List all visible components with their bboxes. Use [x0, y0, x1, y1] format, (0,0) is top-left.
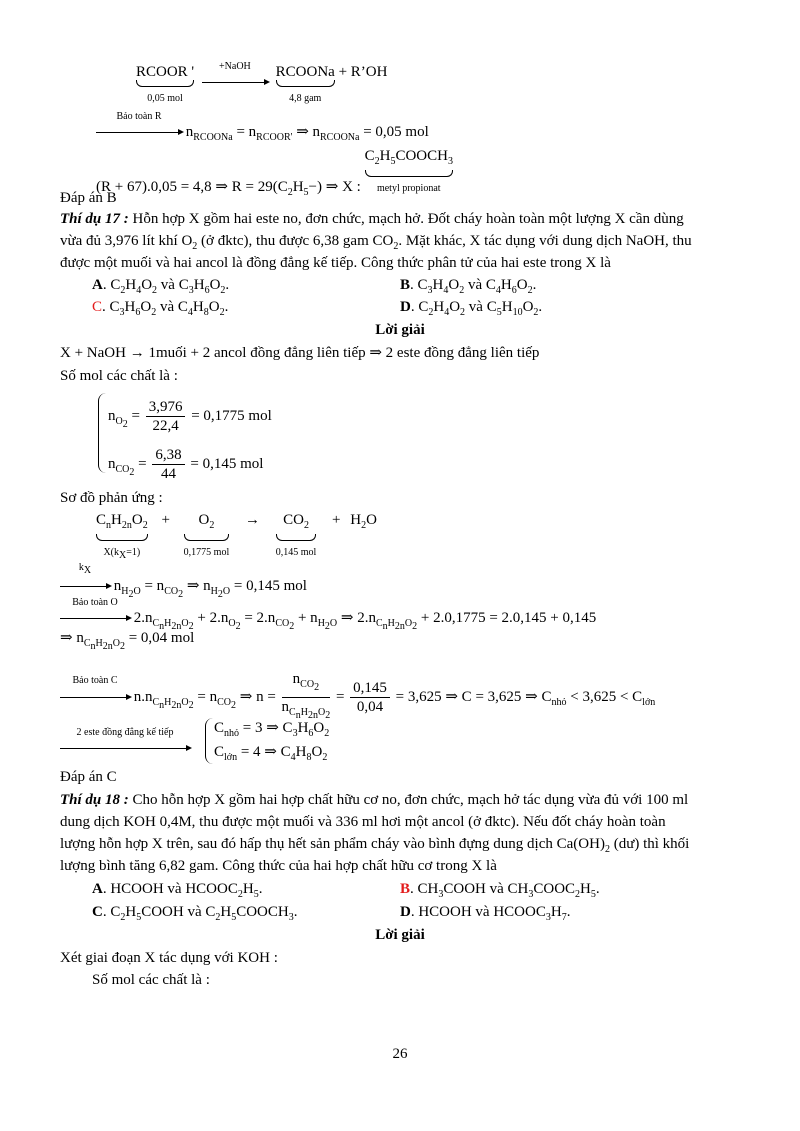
metyl-propionat: $C_2H_5COOCH_3$ metyl propionat: [364, 148, 453, 194]
o2-reactant: $O_2$ 0,1775 mol: [183, 512, 230, 558]
ex17-line2: vừa đủ 3,976 lít khí $O_2$ (ở đktc), thu được 6,38 gam $CO_2$. Mặt khác, X tác dụng với dung dịch NaOH, thu: [60, 233, 692, 252]
ester-reactant: $C_nH_{2n}O_2$ $X(k_X=1)$: [96, 512, 148, 561]
product-tail: + R’OH: [338, 64, 388, 80]
ex17-option-a: A. $C_2H_4O_2$ và $C_3H_6O_2$.: [92, 277, 230, 296]
product-label: 4,8 gam: [289, 93, 322, 104]
step-n-ester: ⇒ $n_{C_nH_{2n}O_2} = 0,04$ mol: [60, 630, 195, 652]
step-kx: $k_X$ $n_{H_2O} = n_{CO_2}$ ⇒ $n_{H_2O} = 0,145$ mol: [60, 563, 307, 605]
homolog-arrow: 2 este đồng đẳng kế tiếp: [60, 728, 190, 758]
ex17-s1: X + NaOH → 1muối + 2 ancol đồng đẳng liên tiếp ⇒ 2 este đồng đẳng liên tiếp: [60, 345, 540, 361]
ex18-option-a: A. HCOOH và $HCOOC_2H_5$.: [92, 881, 263, 900]
conservation-c-arrow: Bảo toàn C: [60, 676, 130, 708]
system-brace: [98, 393, 107, 473]
ex17-option-b: B. $C_3H_4O_2$ và $C_4H_6O_2$.: [400, 277, 537, 296]
mass-equation: [96, 146, 453, 203]
kx-arrow: $k_X$: [60, 563, 110, 596]
ex17-title: Thí dụ 17 :: [60, 211, 129, 227]
n-o2-eq: $n_{O_2}$ = $\frac{3,976}{22,4}$ = 0,1775 mol: [108, 399, 272, 434]
answer-c: Đáp án C: [60, 769, 117, 785]
page-number: 26: [392, 1046, 408, 1062]
ex18-solution-heading: Lời giải: [375, 927, 425, 943]
ex18-line4: lượng bình tăng 6,82 gam. Công thức của hai hợp chất hữu cơ trong X là: [60, 858, 497, 874]
ex18-s1: Xét giai đoạn X tác dụng với KOH :: [60, 950, 278, 966]
ex18-title: Thí dụ 18 :: [60, 792, 129, 808]
reaction-scheme: $C_nH_{2n}O_2$ $X(k_X=1) + O_2$ 0,1775 mol → $CO_2$ 0,145 mol + $H_2O$: [96, 510, 377, 566]
ex17-option-c: C. $C_3H_6O_2$ và $C_4H_8O_2$.: [92, 299, 229, 318]
ex17-s2: Số mol các chất là :: [60, 368, 178, 384]
ex17-s3: Sơ đồ phản ứng :: [60, 490, 163, 506]
reactant-rcoor: RCOOR ' 0,05 mol: [136, 64, 195, 104]
ex17-line3: được một muối và hai ancol là đồng đẳng kế tiếp. Công thức phân tử của hai este trong X là: [60, 255, 611, 271]
answer-b: Đáp án B: [60, 190, 117, 206]
mass-eq-text: (R + 67).0,05 = 4,8 ⇒ $R = 29(C_2H_5-)$ ⇒ X :: [96, 179, 365, 198]
ex18-line3: lượng hỗn hợp X trên, sau đó hấp thụ hết sản phẩm cháy vào bình đựng dung dịch $Ca(OH)_2$ (dư) thì khối: [60, 836, 690, 855]
ex18-option-c: C. $C_2H_5COOH$ và $C_2H_5COOCH_3$.: [92, 904, 298, 923]
ex18-line2: dung dịch KOH 0,4M, thu được một muối và 336 ml hơi một ancol (ở đktc). Nếu đốt cháy hoàn toàn: [60, 814, 666, 830]
step-homolog: [60, 728, 190, 758]
conservation-r-arrow: Bảo toàn R: [96, 112, 182, 142]
c-small: $C_{nhỏ} = 3$ ⇒ $C_3H_6O_2$: [214, 720, 330, 739]
result-brace: [205, 718, 214, 764]
conservation-r-line: [96, 112, 429, 148]
conservation-o-arrow: Bảo toàn O: [60, 598, 130, 628]
naoh-arrow: +NaOH: [202, 62, 268, 92]
ex17-option-d: D. $C_2H_4O_2$ và $C_5H_{10}O_2$.: [400, 299, 543, 318]
step-conservation-c: Bảo toàn C $n.n_{C_nH_{2n}O_2} = n_{CO_2}$ ⇒ n = $\frac{n_{CO_2}}{n_{C_nH_{2n}O_2}}$ = $\frac{0,145}{0,04}$ = 3,625 ⇒ C = 3,625 ⇒ $C_{nhỏ} < 3,625 < C_{lớn}$: [60, 670, 655, 725]
ex17-line1: Thí dụ 17 : Hỗn hợp X gồm hai este no, đơn chức, mạch hở. Đốt cháy hoàn toàn một lượng X cần dùng: [60, 211, 684, 227]
ex18-line1: Thí dụ 18 : Cho hỗn hợp X gồm hai hợp chất hữu cơ no, đơn chức, mạch hở tác dụng vừa đủ với 100 ml: [60, 792, 689, 808]
ex18-option-b: B. $CH_3COOH$ và $CH_3COOC_2H_5$.: [400, 881, 600, 900]
ex17-solution-heading: Lời giải: [375, 322, 425, 338]
product-rcoona: RCOONa 4,8 gam: [275, 64, 335, 104]
step-conservation-o: Bảo toàn O $2.n_{C_nH_{2n}O_2} + 2.n_{O_2} = 2.n_{CO_2} + n_{H_2O}$ ⇒ $2.n_{C_nH_{2n}O_2} + 2.0,1775 = 2.0,145 + 0,145$: [60, 598, 596, 637]
co2-product: $CO_2$ 0,145 mol: [275, 512, 317, 558]
ex18-s2: Số mol các chất là :: [92, 972, 210, 988]
reaction-line-1: [136, 62, 387, 109]
ex18-option-d: D. HCOOH và $HCOOC_3H_7$.: [400, 904, 571, 923]
reactant-label: 0,05 mol: [147, 93, 183, 104]
n-co2-eq: $n_{CO_2}$ = $\frac{6,38}{44}$ = 0,145 mol: [108, 447, 264, 482]
conservation-r-eq: $n_{RCOONa} = n_{RCOOR'}$ ⇒ $n_{RCOONa} = 0,05$ mol: [185, 124, 429, 143]
c-large: $C_{lớn} = 4$ ⇒ $C_4H_8O_2$: [214, 744, 328, 763]
